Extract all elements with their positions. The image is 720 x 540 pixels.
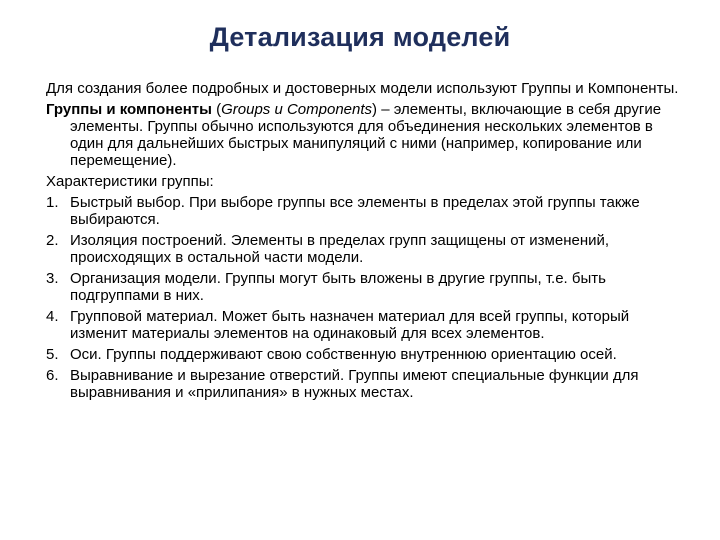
groups-definition-paragraph xyxy=(46,101,686,169)
groups-term: Группы и компоненты xyxy=(46,101,212,118)
list-item-text: Быстрый выбор. При выборе группы все элементы в пределах этой группы также выбираются. xyxy=(70,194,640,228)
list-item-number: 4. xyxy=(46,308,59,325)
list-item xyxy=(46,194,686,228)
characteristics-heading: Характеристики группы: xyxy=(46,173,214,190)
list-item-text: Организация модели. Группы могут быть вложены в другие группы, т.е. быть подгруппами в них. xyxy=(70,270,606,304)
list-item-number: 1. xyxy=(46,194,59,211)
groups-term-english: Groups и Components xyxy=(221,101,373,118)
groups-definition-text: ) – элементы, включающие в себя другие элементы. Группы обычно используются для объединения нескольких элементов в один для дальнейших быстрых манипуляций с ними (например, копирование или перемещение). xyxy=(70,101,662,169)
list-item-number: 2. xyxy=(46,232,59,249)
intro-paragraph: Для создания более подробных и достоверных модели используют Группы и Компоненты. xyxy=(46,80,679,97)
list-item xyxy=(46,308,686,342)
list-item-number: 6. xyxy=(46,367,59,384)
groups-open-paren: ( xyxy=(211,101,222,118)
list-item xyxy=(46,367,686,401)
slide-title: Детализация моделей xyxy=(209,22,511,52)
list-item-number: 3. xyxy=(46,270,59,287)
slide-body xyxy=(46,80,686,405)
list-item-number: 5. xyxy=(46,346,59,363)
list-item xyxy=(46,346,686,363)
list-item xyxy=(46,270,686,304)
list-item-text: Групповой материал. Может быть назначен материал для всей группы, который изменит материалы элементов на одинаковый для всех элементов. xyxy=(70,308,630,342)
list-item-text: Выравнивание и вырезание отверстий. Группы имеют специальные функции для выравнивания и «прилипания» в нужных местах. xyxy=(70,367,639,401)
list-item-text: Оси. Группы поддерживают свою собственную внутреннюю ориентацию осей. xyxy=(70,346,617,363)
list-item-text: Изоляция построений. Элементы в пределах групп защищены от изменений, происходящих в остальной части модели. xyxy=(70,232,610,266)
list-item xyxy=(46,232,686,266)
